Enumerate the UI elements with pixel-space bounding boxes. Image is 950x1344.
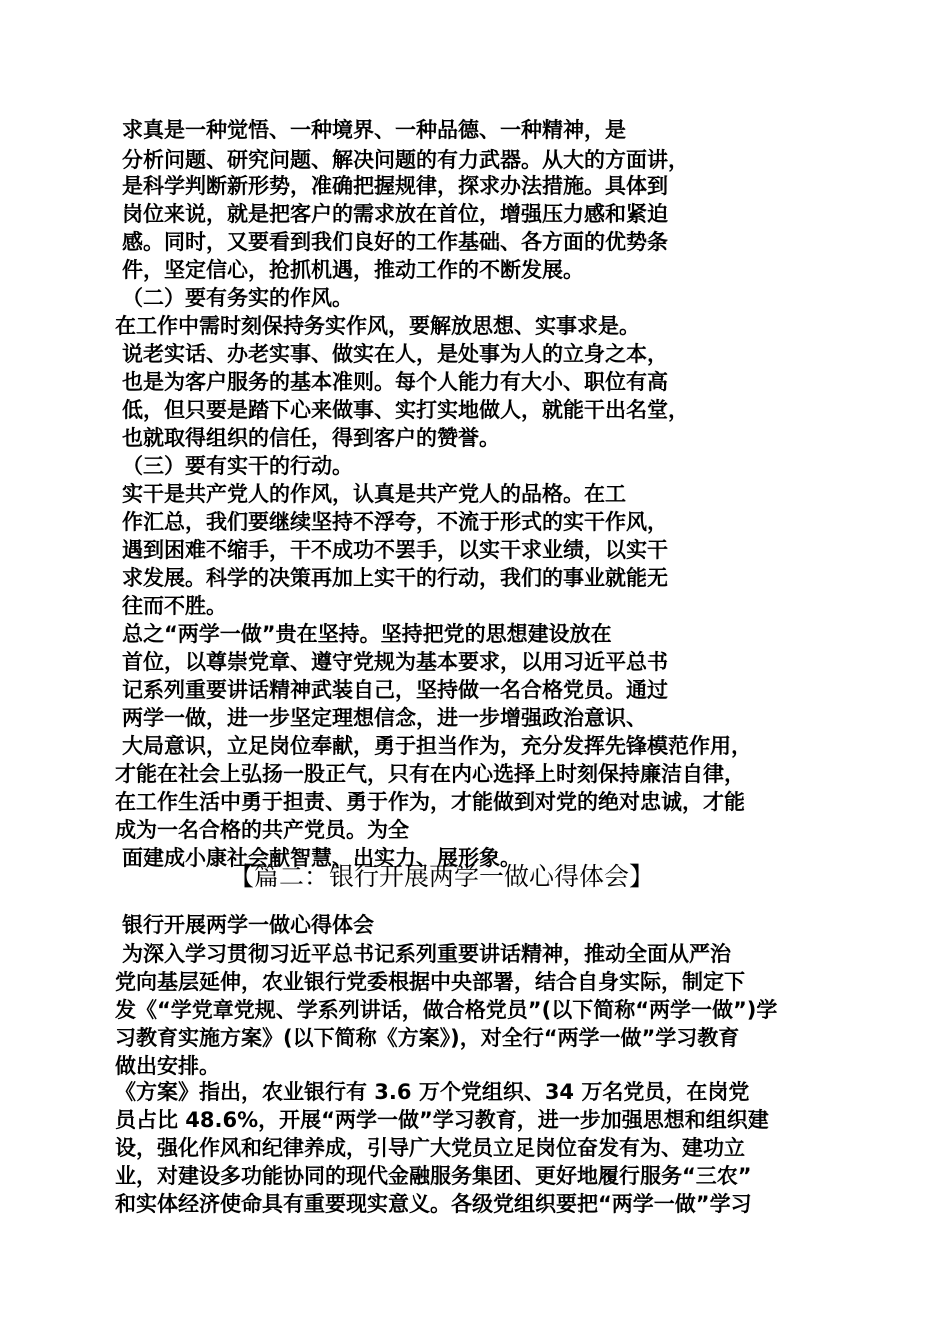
body-line: 发《“学党章党规、学系列讲话，做合格党员”(以下简称“两学一做”)学 xyxy=(115,998,778,1022)
body-line: 才能在社会上弘扬一股正气，只有在内心选择上时刻保持廉洁自律， xyxy=(115,762,745,786)
body-line: 记系列重要讲话精神武装自己，坚持做一名合格党员。通过 xyxy=(122,678,668,702)
body-line: 《方案》指出，农业银行有 3.6 万个党组织、34 万名党员，在岗党 xyxy=(115,1080,750,1104)
body-line: 分析问题、研究问题、解决问题的有力武器。从大的方面讲， xyxy=(122,148,689,172)
body-line: 感。同时，又要看到我们良好的工作基础、各方面的优势条 xyxy=(122,230,668,254)
body-line: 在工作中需时刻保持务实作风，要解放思想、实事求是。 xyxy=(115,314,640,338)
body-line: 总之“两学一做”贵在坚持。坚持把党的思想建设放在 xyxy=(122,622,612,646)
body-line: 面建成小康社会献智慧、出实力、展形象。 xyxy=(122,846,521,870)
body-line: 作汇总，我们要继续坚持不浮夸，不流于形式的实干作风， xyxy=(122,510,668,534)
body-line: 业，对建设多功能协同的现代金融服务集团、更好地履行服务“三农” xyxy=(115,1164,752,1188)
body-line: 说老实话、办老实事、做实在人，是处事为人的立身之本， xyxy=(122,342,668,366)
body-line: 在工作生活中勇于担责、勇于作为，才能做到对党的绝对忠诚，才能 xyxy=(115,790,745,814)
subheading: （二）要有务实的作风。 xyxy=(122,286,353,310)
body-line: 成为一名合格的共产党员。为全 xyxy=(115,818,409,842)
article-title: 银行开展两学一做心得体会 xyxy=(122,913,374,937)
body-line: 遇到困难不缩手，干不成功不罢手，以实干求业绩，以实干 xyxy=(122,538,668,562)
body-line: 做出安排。 xyxy=(115,1054,220,1078)
body-line: 件，坚定信心，抢抓机遇，推动工作的不断发展。 xyxy=(122,258,584,282)
subheading: （三）要有实干的行动。 xyxy=(122,454,353,478)
body-line: 岗位来说，就是把客户的需求放在首位，增强压力感和紧迫 xyxy=(122,202,668,226)
body-line: 首位，以尊崇党章、遵守党规为基本要求，以用习近平总书 xyxy=(122,650,668,674)
body-line: 大局意识，立足岗位奉献，勇于担当作为，充分发挥先锋模范作用， xyxy=(122,734,752,758)
body-line: 也是为客户服务的基本准则。每个人能力有大小、职位有高 xyxy=(122,370,668,394)
section-heading: 【篇二：银行开展两学一做心得体会】 xyxy=(229,862,655,891)
body-line: 实干是共产党人的作风，认真是共产党人的品格。在工 xyxy=(122,482,626,506)
body-line: 求发展。科学的决策再加上实干的行动，我们的事业就能无 xyxy=(122,566,668,590)
body-line: 为深入学习贯彻习近平总书记系列重要讲话精神，推动全面从严治 xyxy=(122,942,731,966)
body-line: 设，强化作风和纪律养成，引导广大党员立足岗位奋发有为、建功立 xyxy=(115,1136,745,1160)
body-line: 和实体经济使命具有重要现实意义。各级党组织要把“两学一做”学习 xyxy=(115,1192,752,1216)
body-line: 两学一做，进一步坚定理想信念，进一步增强政治意识、 xyxy=(122,706,647,730)
body-line: 党向基层延伸，农业银行党委根据中央部署，结合自身实际，制定下 xyxy=(115,970,745,994)
body-line: 是科学判断新形势，准确把握规律，探求办法措施。具体到 xyxy=(122,174,668,198)
body-line: 员占比 48.6%，开展“两学一做”学习教育，进一步加强思想和组织建 xyxy=(115,1108,769,1132)
body-line: 习教育实施方案》(以下简称《方案》)，对全行“两学一做”学习教育 xyxy=(115,1026,740,1050)
body-line: 低，但只要是踏下心来做事、实打实地做人，就能干出名堂， xyxy=(122,398,689,422)
body-line: 往而不胜。 xyxy=(122,594,227,618)
body-line: 也就取得组织的信任，得到客户的赞誉。 xyxy=(122,426,500,450)
body-line: 求真是一种觉悟、一种境界、一种品德、一种精神，是 xyxy=(122,118,626,142)
